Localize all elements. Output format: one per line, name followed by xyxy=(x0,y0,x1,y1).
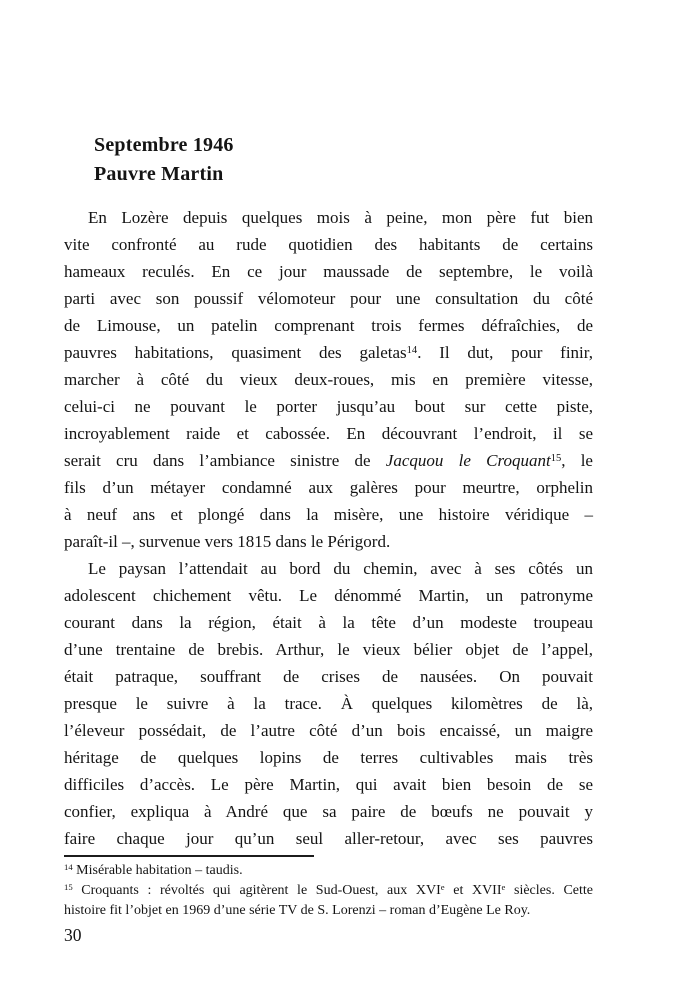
text-line: faire chaque jour qu’un seul aller-retour, avec ses pauvres xyxy=(64,829,593,848)
footnote-ref: 14 xyxy=(64,861,73,872)
footnote-line: histoire fit l’objet en 1969 d’une série TV de S. Lorenzi – roman d’Eugène Le Roy. xyxy=(64,903,531,918)
footnote-line: $^{14}$ Misérable habitation – taudis. xyxy=(64,861,243,878)
text-line: courant dans la région, était à la tête d’un modeste troupeau xyxy=(64,613,593,632)
text-line: hameaux reculés. En ce jour maussade de septembre, le voilà xyxy=(64,262,593,281)
text-line: d’une trentaine de brebis. Arthur, le vieux bélier objet de l’appel, xyxy=(64,640,593,659)
chapter-header xyxy=(64,131,593,189)
cited-work-title: Jacquou le Croquant xyxy=(385,451,551,470)
text-line: serait cru dans l’ambiance sinistre de Jacquou le Croquant$^{15}$, le xyxy=(64,451,593,470)
text-line: Le paysan l’attendait au bord du chemin, avec à ses côtés un xyxy=(88,559,593,578)
footnote-ref: 15 xyxy=(64,881,73,892)
text-line: de Limouse, un patelin comprenant trois fermes défraîchies, de xyxy=(64,316,593,335)
text-line: adolescent chichement vêtu. Le dénommé Martin, un patronyme xyxy=(64,586,593,605)
footnote-ref: 14 xyxy=(406,344,418,356)
footnote-line: $^{15}$ Croquants : révoltés qui agitèrent le Sud-Ouest, aux XVIe et XVIIe siècles. Cette xyxy=(64,881,593,898)
footnote-ref: 15 xyxy=(550,452,562,464)
text-line: paraît-il –, survenue vers 1815 dans le Périgord. xyxy=(64,532,391,551)
text-line: pauvres habitations, quasiment des galetas$^{14}$. Il dut, pour finir, xyxy=(64,343,593,362)
text-line: incroyablement raide et cabossée. En découvrant l’endroit, il se xyxy=(64,424,593,443)
text-line: à neuf ans et plongé dans la misère, une histoire véridique – xyxy=(64,505,593,524)
text-line: l’éleveur possédait, de l’autre côté d’un bois encaissé, un maigre xyxy=(64,721,593,740)
text-line: presque le suivre à la trace. À quelques kilomètres de là, xyxy=(64,694,593,713)
body-text xyxy=(64,204,593,852)
footnote-ref: e xyxy=(501,881,506,892)
text-line: confier, expliqua à André que sa paire de bœufs ne pouvait y xyxy=(64,802,593,821)
text-line: fils d’un métayer condamné aux galères pour meurtre, orphelin xyxy=(64,478,593,497)
footnotes xyxy=(64,861,593,921)
text-line: celui-ci ne pouvant le porter jusqu’au bout sur cette piste, xyxy=(64,397,593,416)
text-line: était patraque, souffrant de crises de nausées. On pouvait xyxy=(64,667,593,686)
text-line: vite confronté au rude quotidien des habitants de certains xyxy=(64,235,593,254)
footnote-ref: e xyxy=(440,881,445,892)
footnote-separator xyxy=(64,855,314,857)
text-line: héritage de quelques lopins de terres cultivables mais très xyxy=(64,748,593,767)
chapter-title: Pauvre Martin xyxy=(94,163,224,185)
text-line: En Lozère depuis quelques mois à peine, mon père fut bien xyxy=(88,208,593,227)
text-line: marcher à côté du vieux deux-roues, mis en première vitesse, xyxy=(64,370,593,389)
text-line: difficiles d’accès. Le père Martin, qui avait bien besoin de se xyxy=(64,775,593,794)
page-number: 30 xyxy=(64,925,82,945)
text-line: parti avec son poussif vélomoteur pour une consultation du côté xyxy=(64,289,593,308)
chapter-date: Septembre 1946 xyxy=(94,134,234,156)
